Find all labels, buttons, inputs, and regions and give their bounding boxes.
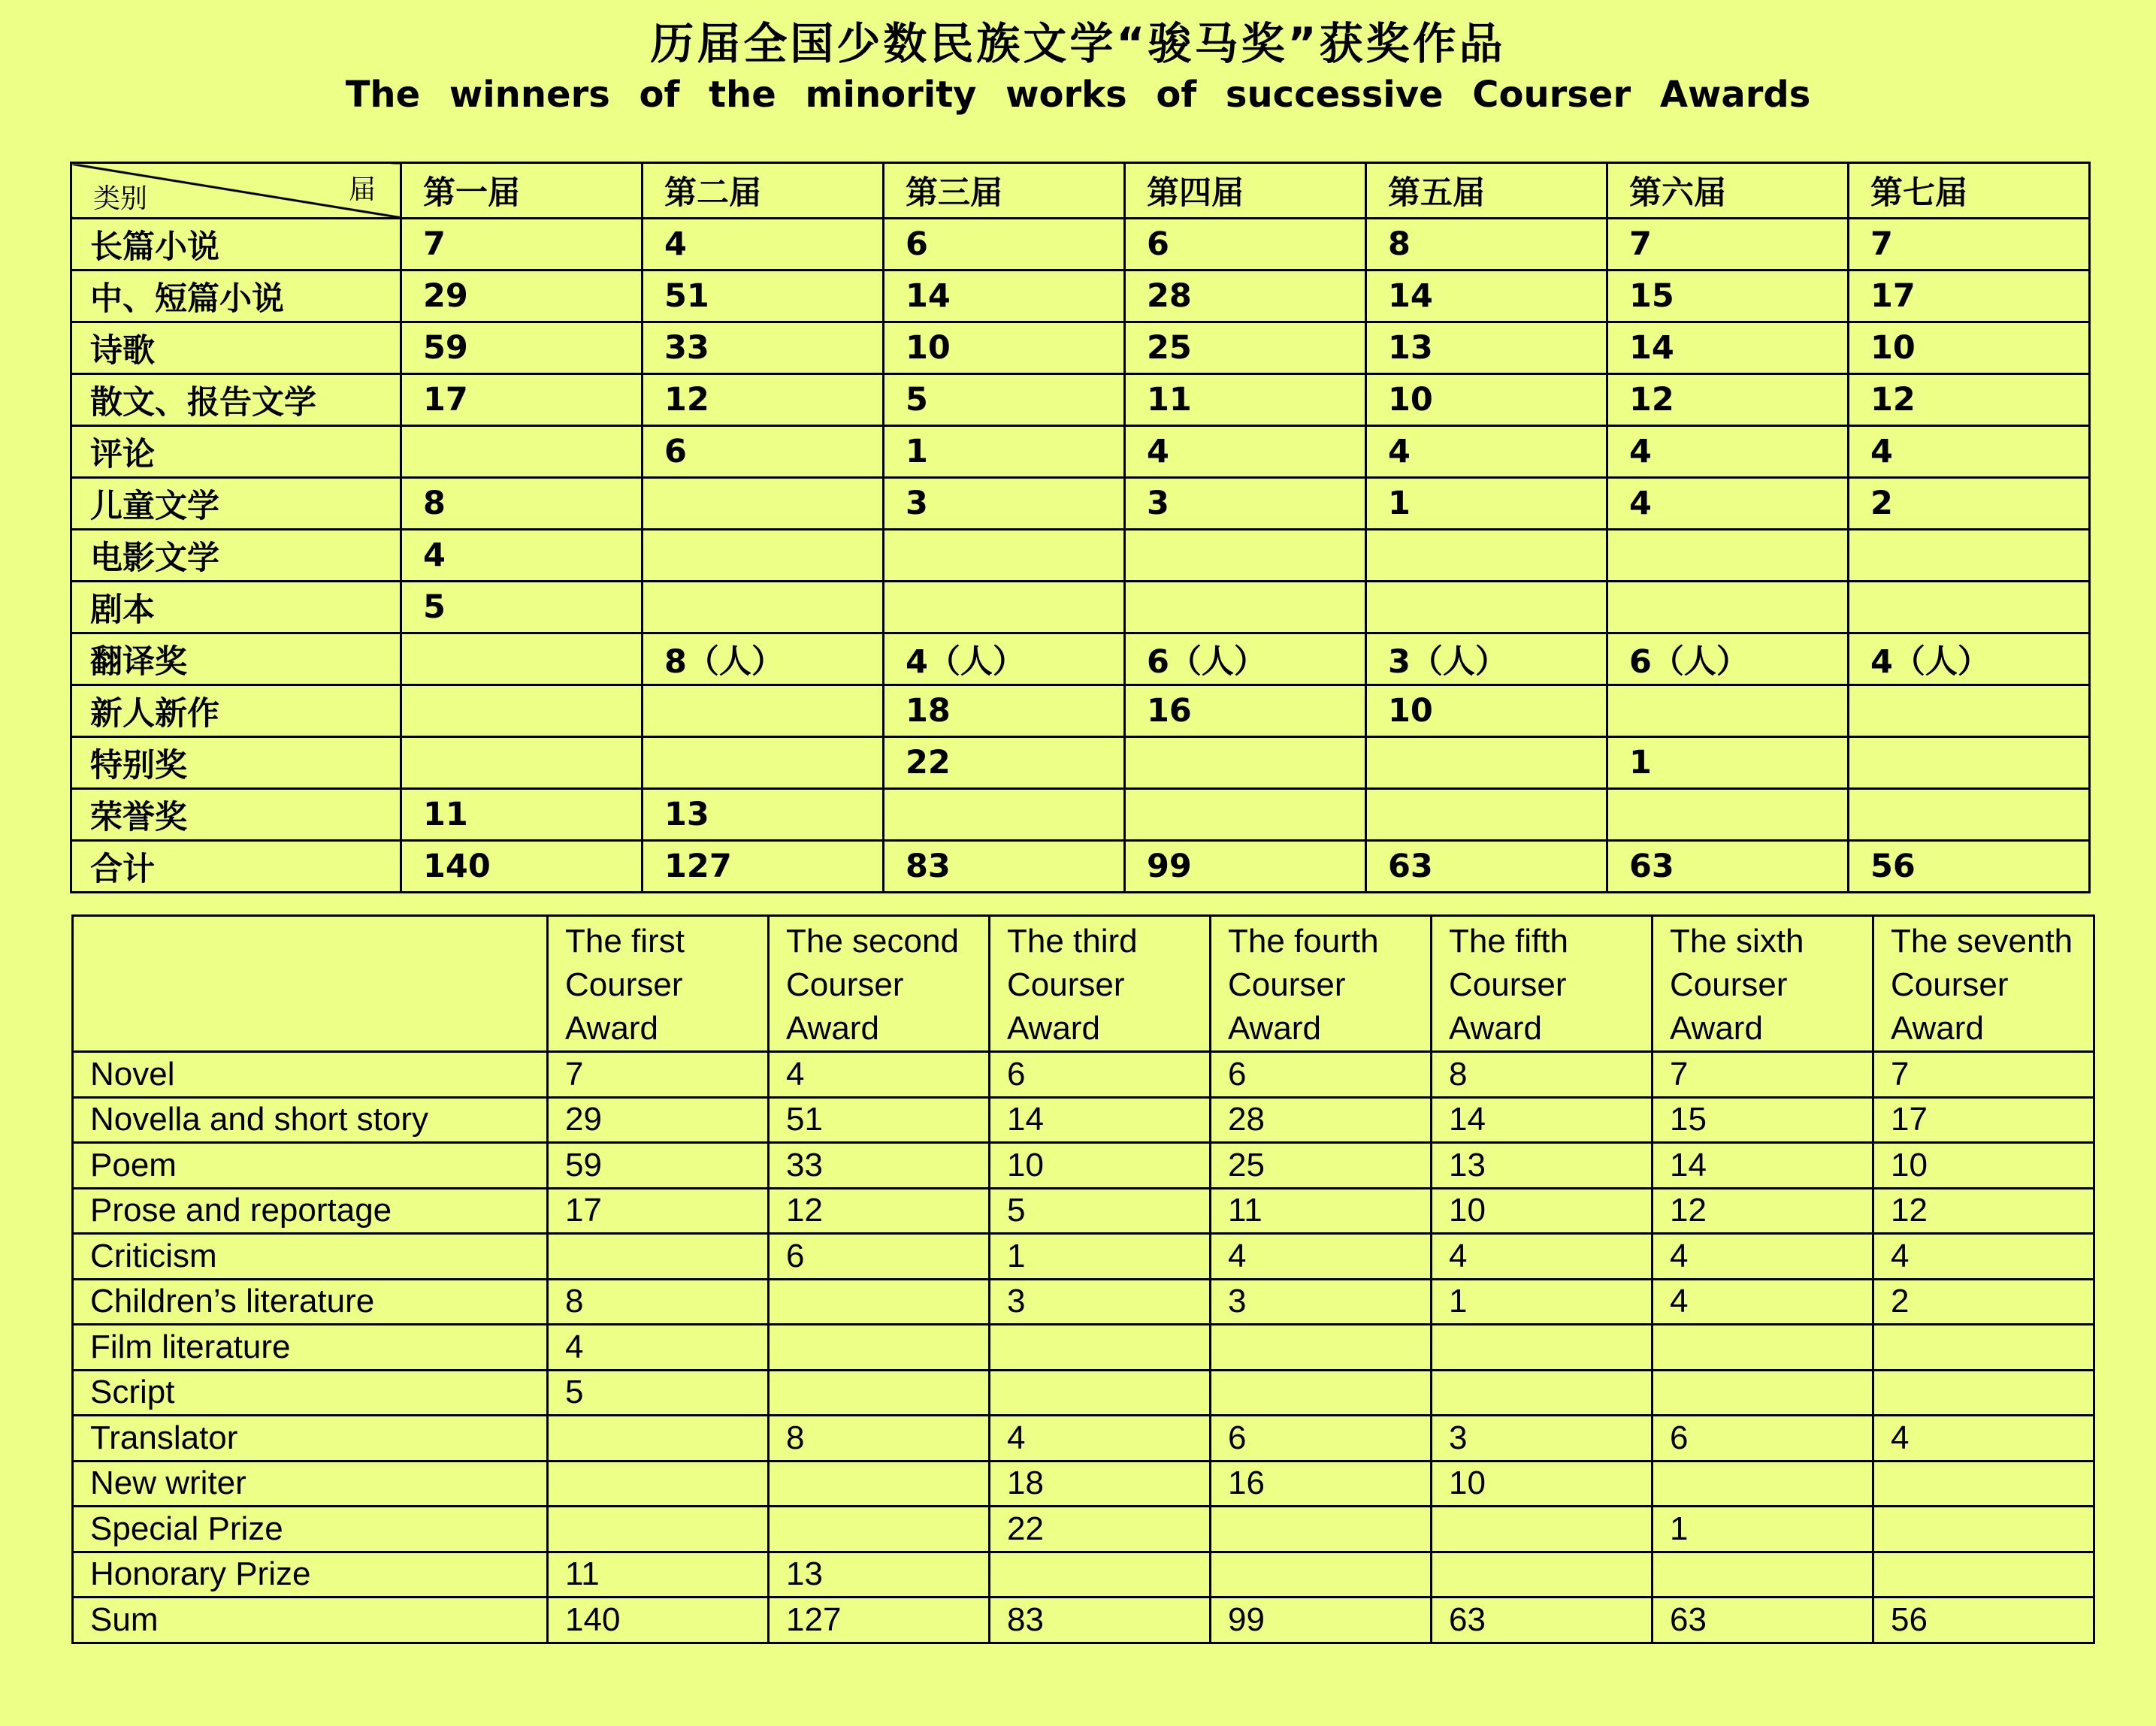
table-cell: 14 <box>884 271 1125 322</box>
table-cell: 17 <box>548 1188 769 1234</box>
table-cell <box>1653 1370 1873 1416</box>
column-header: The fourth Courser Award <box>1211 916 1432 1052</box>
table-cell <box>990 1552 1211 1598</box>
table-cell: 4（人） <box>1849 633 2090 685</box>
table-cell: 12 <box>769 1188 990 1234</box>
table-cell <box>643 478 884 530</box>
table-row <box>73 1552 2094 1598</box>
table-cell: 4 <box>769 1052 990 1098</box>
table-row <box>73 1234 2094 1280</box>
table-cell: 127 <box>643 841 884 893</box>
table-cell <box>990 1325 1211 1371</box>
table-cell <box>1607 685 1849 737</box>
table-cell: 63 <box>1653 1598 1873 1643</box>
table-cell: 13 <box>769 1552 990 1598</box>
table-cell: 4 <box>1653 1234 1873 1280</box>
table-cell: 3 <box>884 478 1125 530</box>
table-cell <box>1211 1325 1432 1371</box>
column-header: 第四届 <box>1125 163 1366 219</box>
table-cell: 8 <box>769 1416 990 1462</box>
table-cell: 6（人） <box>1607 633 1849 685</box>
table-row <box>71 685 2090 737</box>
table-cell: 33 <box>769 1143 990 1189</box>
row-label: 儿童文学 <box>71 478 401 530</box>
table-cell: 10 <box>1873 1143 2094 1189</box>
row-label: 特别奖 <box>71 737 401 789</box>
table-row <box>71 633 2090 685</box>
table-row <box>73 1461 2094 1507</box>
column-header: The fifth Courser Award <box>1432 916 1653 1052</box>
table-cell: 4 <box>990 1416 1211 1462</box>
row-label: Translator <box>73 1416 548 1462</box>
table-cell: 51 <box>643 271 884 322</box>
table-cell: 140 <box>401 841 643 893</box>
row-label: Script <box>73 1370 548 1416</box>
table-cell: 59 <box>548 1143 769 1189</box>
table-cell <box>401 633 643 685</box>
row-label: 荣誉奖 <box>71 789 401 841</box>
table-cell: 16 <box>1125 685 1366 737</box>
table-cell: 6（人） <box>1125 633 1366 685</box>
table-cell: 4 <box>401 530 643 582</box>
table-cell <box>548 1234 769 1280</box>
table-cell <box>884 530 1125 582</box>
row-label: 合计 <box>71 841 401 893</box>
table-cell: 4 <box>1873 1234 2094 1280</box>
table-cell: 140 <box>548 1598 769 1643</box>
table-cell: 4 <box>1432 1234 1653 1280</box>
table-cell <box>548 1416 769 1462</box>
table-row <box>73 1507 2094 1552</box>
table-cell <box>1607 582 1849 633</box>
table-cell: 14 <box>1653 1143 1873 1189</box>
table-cell: 83 <box>990 1598 1211 1643</box>
table-row <box>71 478 2090 530</box>
table-cell <box>1366 737 1607 789</box>
table-row <box>71 530 2090 582</box>
table-cell: 11 <box>548 1552 769 1598</box>
table-cell <box>1849 530 2090 582</box>
table-cell <box>1873 1461 2094 1507</box>
table-row <box>73 1416 2094 1462</box>
table-cell: 7 <box>1849 219 2090 271</box>
table-cell <box>769 1325 990 1371</box>
table-cell: 8 <box>401 478 643 530</box>
table-cell <box>1607 530 1849 582</box>
row-label: New writer <box>73 1461 548 1507</box>
page-title-english: The winners of the minority works of successive Courser Awards <box>345 74 1811 116</box>
table-cell: 4 <box>1366 426 1607 478</box>
corner-session-label: 届 <box>348 174 376 205</box>
table-cell: 1 <box>884 426 1125 478</box>
table-cell <box>1432 1552 1653 1598</box>
table-cell: 5 <box>548 1370 769 1416</box>
row-label: Criticism <box>73 1234 548 1280</box>
table-cell <box>1432 1370 1653 1416</box>
table-cell: 6 <box>1211 1416 1432 1462</box>
table-cell: 22 <box>990 1507 1211 1552</box>
table-cell <box>769 1370 990 1416</box>
table-row <box>71 841 2090 893</box>
table-cell: 13 <box>1432 1143 1653 1189</box>
table-cell: 14 <box>1607 322 1849 374</box>
table-row <box>73 1052 2094 1098</box>
table-row <box>73 1325 2094 1371</box>
table-row <box>71 426 2090 478</box>
table-cell: 63 <box>1432 1598 1653 1643</box>
table-cell: 28 <box>1125 271 1366 322</box>
table-cell <box>1366 530 1607 582</box>
table-cell: 8 <box>1366 219 1607 271</box>
table-cell: 10 <box>1849 322 2090 374</box>
table-row <box>71 789 2090 841</box>
table-cell: 5 <box>401 582 643 633</box>
table-cell <box>1653 1552 1873 1598</box>
table-header-row <box>73 916 2094 1052</box>
table-cell: 2 <box>1849 478 2090 530</box>
table-cell <box>643 737 884 789</box>
table-cell: 18 <box>990 1461 1211 1507</box>
table-cell: 28 <box>1211 1097 1432 1143</box>
table-cell: 6 <box>990 1052 1211 1098</box>
table-cell <box>643 530 884 582</box>
table-cell <box>769 1279 990 1325</box>
table-cell: 15 <box>1653 1097 1873 1143</box>
table-row <box>73 1598 2094 1643</box>
table-cell: 12 <box>1849 374 2090 426</box>
column-header: The seventh Courser Award <box>1873 916 2094 1052</box>
table-cell: 12 <box>1607 374 1849 426</box>
table-cell: 5 <box>884 374 1125 426</box>
row-label: 新人新作 <box>71 685 401 737</box>
table-cell: 4 <box>1607 426 1849 478</box>
column-header: 第六届 <box>1607 163 1849 219</box>
table-cell: 22 <box>884 737 1125 789</box>
column-header: 第三届 <box>884 163 1125 219</box>
table-row <box>71 322 2090 374</box>
table-cell <box>1849 685 2090 737</box>
table-cell <box>1125 789 1366 841</box>
table-cell: 4 <box>643 219 884 271</box>
table-cell: 63 <box>1366 841 1607 893</box>
row-label: 剧本 <box>71 582 401 633</box>
table-cell: 13 <box>643 789 884 841</box>
table-cell: 4 <box>1125 426 1366 478</box>
table-cell: 3 <box>990 1279 1211 1325</box>
table-cell <box>1607 789 1849 841</box>
table-row <box>71 219 2090 271</box>
table-cell: 4 <box>548 1325 769 1371</box>
table-cell <box>1211 1507 1432 1552</box>
table-cell: 6 <box>643 426 884 478</box>
table-cell: 17 <box>1873 1097 2094 1143</box>
table-cell: 11 <box>1125 374 1366 426</box>
table-cell: 56 <box>1849 841 2090 893</box>
table-cell: 6 <box>884 219 1125 271</box>
table-cell: 10 <box>1432 1188 1653 1234</box>
table-cell: 14 <box>1432 1097 1653 1143</box>
row-label: 诗歌 <box>71 322 401 374</box>
corner-category-label: 类别 <box>93 183 148 214</box>
table-cell: 3 <box>1432 1416 1653 1462</box>
table-cell: 1 <box>1653 1507 1873 1552</box>
table-cell: 11 <box>401 789 643 841</box>
table-cell: 83 <box>884 841 1125 893</box>
table-row <box>73 1279 2094 1325</box>
table-cell: 99 <box>1125 841 1366 893</box>
table-cell: 4 <box>1849 426 2090 478</box>
table-cell: 3（人） <box>1366 633 1607 685</box>
table-cell: 12 <box>1873 1188 2094 1234</box>
awards-table-chinese <box>70 162 2091 893</box>
table-cell: 25 <box>1211 1143 1432 1189</box>
row-label: Children’s literature <box>73 1279 548 1325</box>
table-cell: 14 <box>1366 271 1607 322</box>
row-label: 评论 <box>71 426 401 478</box>
column-header: 第一届 <box>401 163 643 219</box>
row-label: Novella and short story <box>73 1097 548 1143</box>
table-cell <box>769 1461 990 1507</box>
table-cell: 8（人） <box>643 633 884 685</box>
table-row <box>71 582 2090 633</box>
table-cell: 1 <box>1366 478 1607 530</box>
column-header: 第二届 <box>643 163 884 219</box>
table-cell: 33 <box>643 322 884 374</box>
table-cell <box>1873 1325 2094 1371</box>
table-cell <box>401 737 643 789</box>
table-cell: 6 <box>1211 1052 1432 1098</box>
table-row <box>71 374 2090 426</box>
row-label: 电影文学 <box>71 530 401 582</box>
table-cell: 10 <box>1432 1461 1653 1507</box>
table-cell: 17 <box>1849 271 2090 322</box>
table-cell: 25 <box>1125 322 1366 374</box>
table-cell: 2 <box>1873 1279 2094 1325</box>
table-row <box>71 271 2090 322</box>
row-label: Poem <box>73 1143 548 1189</box>
table-cell: 11 <box>1211 1188 1432 1234</box>
table-cell: 13 <box>1366 322 1607 374</box>
table-cell: 4 <box>1873 1416 2094 1462</box>
table-cell: 16 <box>1211 1461 1432 1507</box>
table-cell <box>1873 1370 2094 1416</box>
table-cell: 10 <box>884 322 1125 374</box>
column-header: 第五届 <box>1366 163 1607 219</box>
corner-cell <box>73 916 548 1052</box>
table-cell <box>1125 737 1366 789</box>
row-label: 中、短篇小说 <box>71 271 401 322</box>
table-cell: 14 <box>990 1097 1211 1143</box>
table-cell <box>1849 789 2090 841</box>
table-cell <box>1211 1370 1432 1416</box>
row-label: 长篇小说 <box>71 219 401 271</box>
column-header: 第七届 <box>1849 163 2090 219</box>
table-cell: 29 <box>401 271 643 322</box>
table-cell: 99 <box>1211 1598 1432 1643</box>
table-cell: 12 <box>643 374 884 426</box>
table-cell: 56 <box>1873 1598 2094 1643</box>
table-cell <box>1873 1552 2094 1598</box>
table-cell <box>1125 582 1366 633</box>
table-cell: 10 <box>990 1143 1211 1189</box>
table-cell <box>1849 582 2090 633</box>
table-cell: 4 <box>1607 478 1849 530</box>
table-cell <box>643 685 884 737</box>
table-cell: 3 <box>1211 1279 1432 1325</box>
row-label: Prose and reportage <box>73 1188 548 1234</box>
table-row <box>71 737 2090 789</box>
table-row <box>73 1370 2094 1416</box>
table-row <box>73 1143 2094 1189</box>
table-row <box>73 1097 2094 1143</box>
row-label: 翻译奖 <box>71 633 401 685</box>
table-cell: 7 <box>548 1052 769 1098</box>
column-header: The third Courser Award <box>990 916 1211 1052</box>
table-cell: 8 <box>1432 1052 1653 1098</box>
table-cell <box>1366 582 1607 633</box>
table-cell <box>1653 1461 1873 1507</box>
column-header: The first Courser Award <box>548 916 769 1052</box>
table-cell: 10 <box>1366 685 1607 737</box>
table-cell <box>884 582 1125 633</box>
table-cell: 15 <box>1607 271 1849 322</box>
row-label: Film literature <box>73 1325 548 1371</box>
table-cell <box>1432 1325 1653 1371</box>
corner-cell <box>71 163 401 219</box>
table-cell <box>401 685 643 737</box>
column-header: The sixth Courser Award <box>1653 916 1873 1052</box>
row-label: Honorary Prize <box>73 1552 548 1598</box>
table-cell: 7 <box>1653 1052 1873 1098</box>
table-cell <box>1432 1507 1653 1552</box>
table-cell: 12 <box>1653 1188 1873 1234</box>
table-cell: 29 <box>548 1097 769 1143</box>
table-cell: 59 <box>401 322 643 374</box>
table-cell: 63 <box>1607 841 1849 893</box>
table-row <box>73 1188 2094 1234</box>
table-cell <box>1211 1552 1432 1598</box>
table-cell <box>548 1507 769 1552</box>
table-cell: 3 <box>1125 478 1366 530</box>
table-cell <box>401 426 643 478</box>
table-cell <box>769 1507 990 1552</box>
table-cell: 4 <box>1653 1279 1873 1325</box>
table-cell <box>1849 737 2090 789</box>
table-cell: 18 <box>884 685 1125 737</box>
row-label: Sum <box>73 1598 548 1643</box>
row-label: Special Prize <box>73 1507 548 1552</box>
page-title-chinese: 历届全国少数民族文学“骏马奖”获奖作品 <box>650 18 1506 69</box>
table-cell: 1 <box>1432 1279 1653 1325</box>
table-cell <box>1653 1325 1873 1371</box>
table-cell: 4（人） <box>884 633 1125 685</box>
table-cell <box>643 582 884 633</box>
table-cell: 7 <box>1607 219 1849 271</box>
table-cell: 1 <box>990 1234 1211 1280</box>
table-cell <box>884 789 1125 841</box>
table-cell <box>1366 789 1607 841</box>
table-cell: 6 <box>1125 219 1366 271</box>
table-cell <box>1873 1507 2094 1552</box>
table-cell: 5 <box>990 1188 1211 1234</box>
table-cell <box>548 1461 769 1507</box>
table-header-row <box>71 163 2090 219</box>
awards-table-english <box>71 914 2095 1644</box>
table-cell: 4 <box>1211 1234 1432 1280</box>
table-cell: 10 <box>1366 374 1607 426</box>
table-cell: 51 <box>769 1097 990 1143</box>
table-cell: 7 <box>401 219 643 271</box>
row-label: Novel <box>73 1052 548 1098</box>
table-cell: 1 <box>1607 737 1849 789</box>
table-cell <box>990 1370 1211 1416</box>
table-cell: 6 <box>1653 1416 1873 1462</box>
table-cell <box>1125 530 1366 582</box>
row-label: 散文、报告文学 <box>71 374 401 426</box>
table-cell: 127 <box>769 1598 990 1643</box>
column-header: The second Courser Award <box>769 916 990 1052</box>
table-cell: 17 <box>401 374 643 426</box>
table-cell: 7 <box>1873 1052 2094 1098</box>
table-cell: 6 <box>769 1234 990 1280</box>
table-cell: 8 <box>548 1279 769 1325</box>
